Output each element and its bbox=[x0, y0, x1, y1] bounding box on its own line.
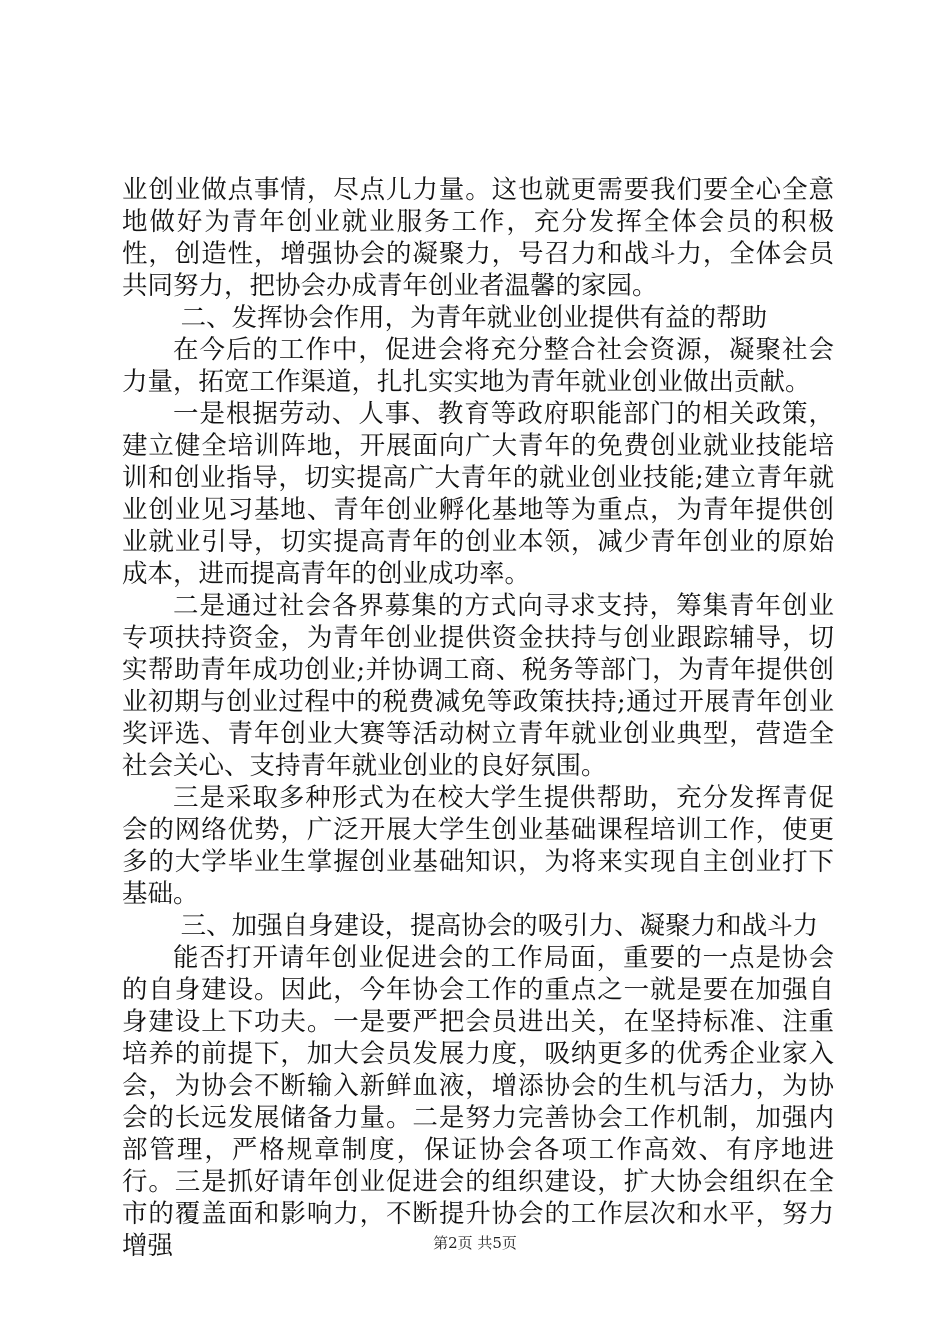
paragraph-continuation: 业创业做点事情，尽点儿力量。这也就更需要我们要全心全意地做好为青年创业就业服务工作，充分发挥全体会员的积极性，创造性，增强协会的凝聚力，号召力和战斗力，全体会员共同努力，把协会办成青年创业者温馨的家园。 bbox=[122, 175, 834, 301]
paragraph: 在今后的工作中，促进会将充分整合社会资源，凝聚社会力量，拓宽工作渠道，扎扎实实地为青年就业创业做出贡献。 bbox=[122, 335, 834, 397]
paragraph: 一是根据劳动、人事、教育等政府职能部门的相关政策，建立健全培训阵地，开展面向广大青年的免费创业就业技能培训和创业指导，切实提高广大青年的就业创业技能;建立青年就业创业见习基地、青年创业孵化基地等为重点，为青年提供创业就业引导，切实提高青年的创业本领，减少青年创业的原始成本，进而提高青年的创业成功率。 bbox=[122, 399, 834, 589]
document-body bbox=[122, 174, 834, 1262]
paragraph: 二是通过社会各界募集的方式向寻求支持，筹集青年创业专项扶持资金，为青年创业提供资金扶持与创业跟踪辅导，切实帮助青年成功创业;并协调工商、税务等部门，为青年提供创业初期与创业过程中的税费减免等政策扶持;通过开展青年创业奖评选、青年创业大赛等活动树立青年就业创业典型，营造全社会关心、支持青年就业创业的良好氛围。 bbox=[122, 591, 834, 781]
section-heading-2: 二、发挥协会作用，为青年就业创业提供有益的帮助 bbox=[180, 303, 768, 333]
page-number-footer: 第2页 共5页 bbox=[433, 1234, 517, 1252]
paragraph: 能否打开请年创业促进会的工作局面，重要的一点是协会的自身建设。因此，今年协会工作的重点之一就是要在加强自身建设上下功夫。一是要严把会员进出关，在坚持标准、注重培养的前提下，加大会员发展力度，吸纳更多的优秀企业家入会，为协会不断输入新鲜血液，增添协会的生机与活力，为协会的长远发展储备力量。二是努力完善协会工作机制，加强内部管理，严格规章制度，保证协会各项工作高效、有序地进行。三是抓好请年创业促进会的组织建设，扩大协会组织在全市的覆盖面和影响力，不断提升协会的工作层次和水平，努力增强 bbox=[122, 943, 834, 1261]
section-heading-3: 三、加强自身建设，提高协会的吸引力、凝聚力和战斗力 bbox=[180, 911, 819, 941]
paragraph: 三是采取多种形式为在校大学生提供帮助，充分发挥青促会的网络优势，广泛开展大学生创业基础课程培训工作，使更多的大学毕业生掌握创业基础知识，为将来实现自主创业打下基础。 bbox=[122, 783, 834, 909]
